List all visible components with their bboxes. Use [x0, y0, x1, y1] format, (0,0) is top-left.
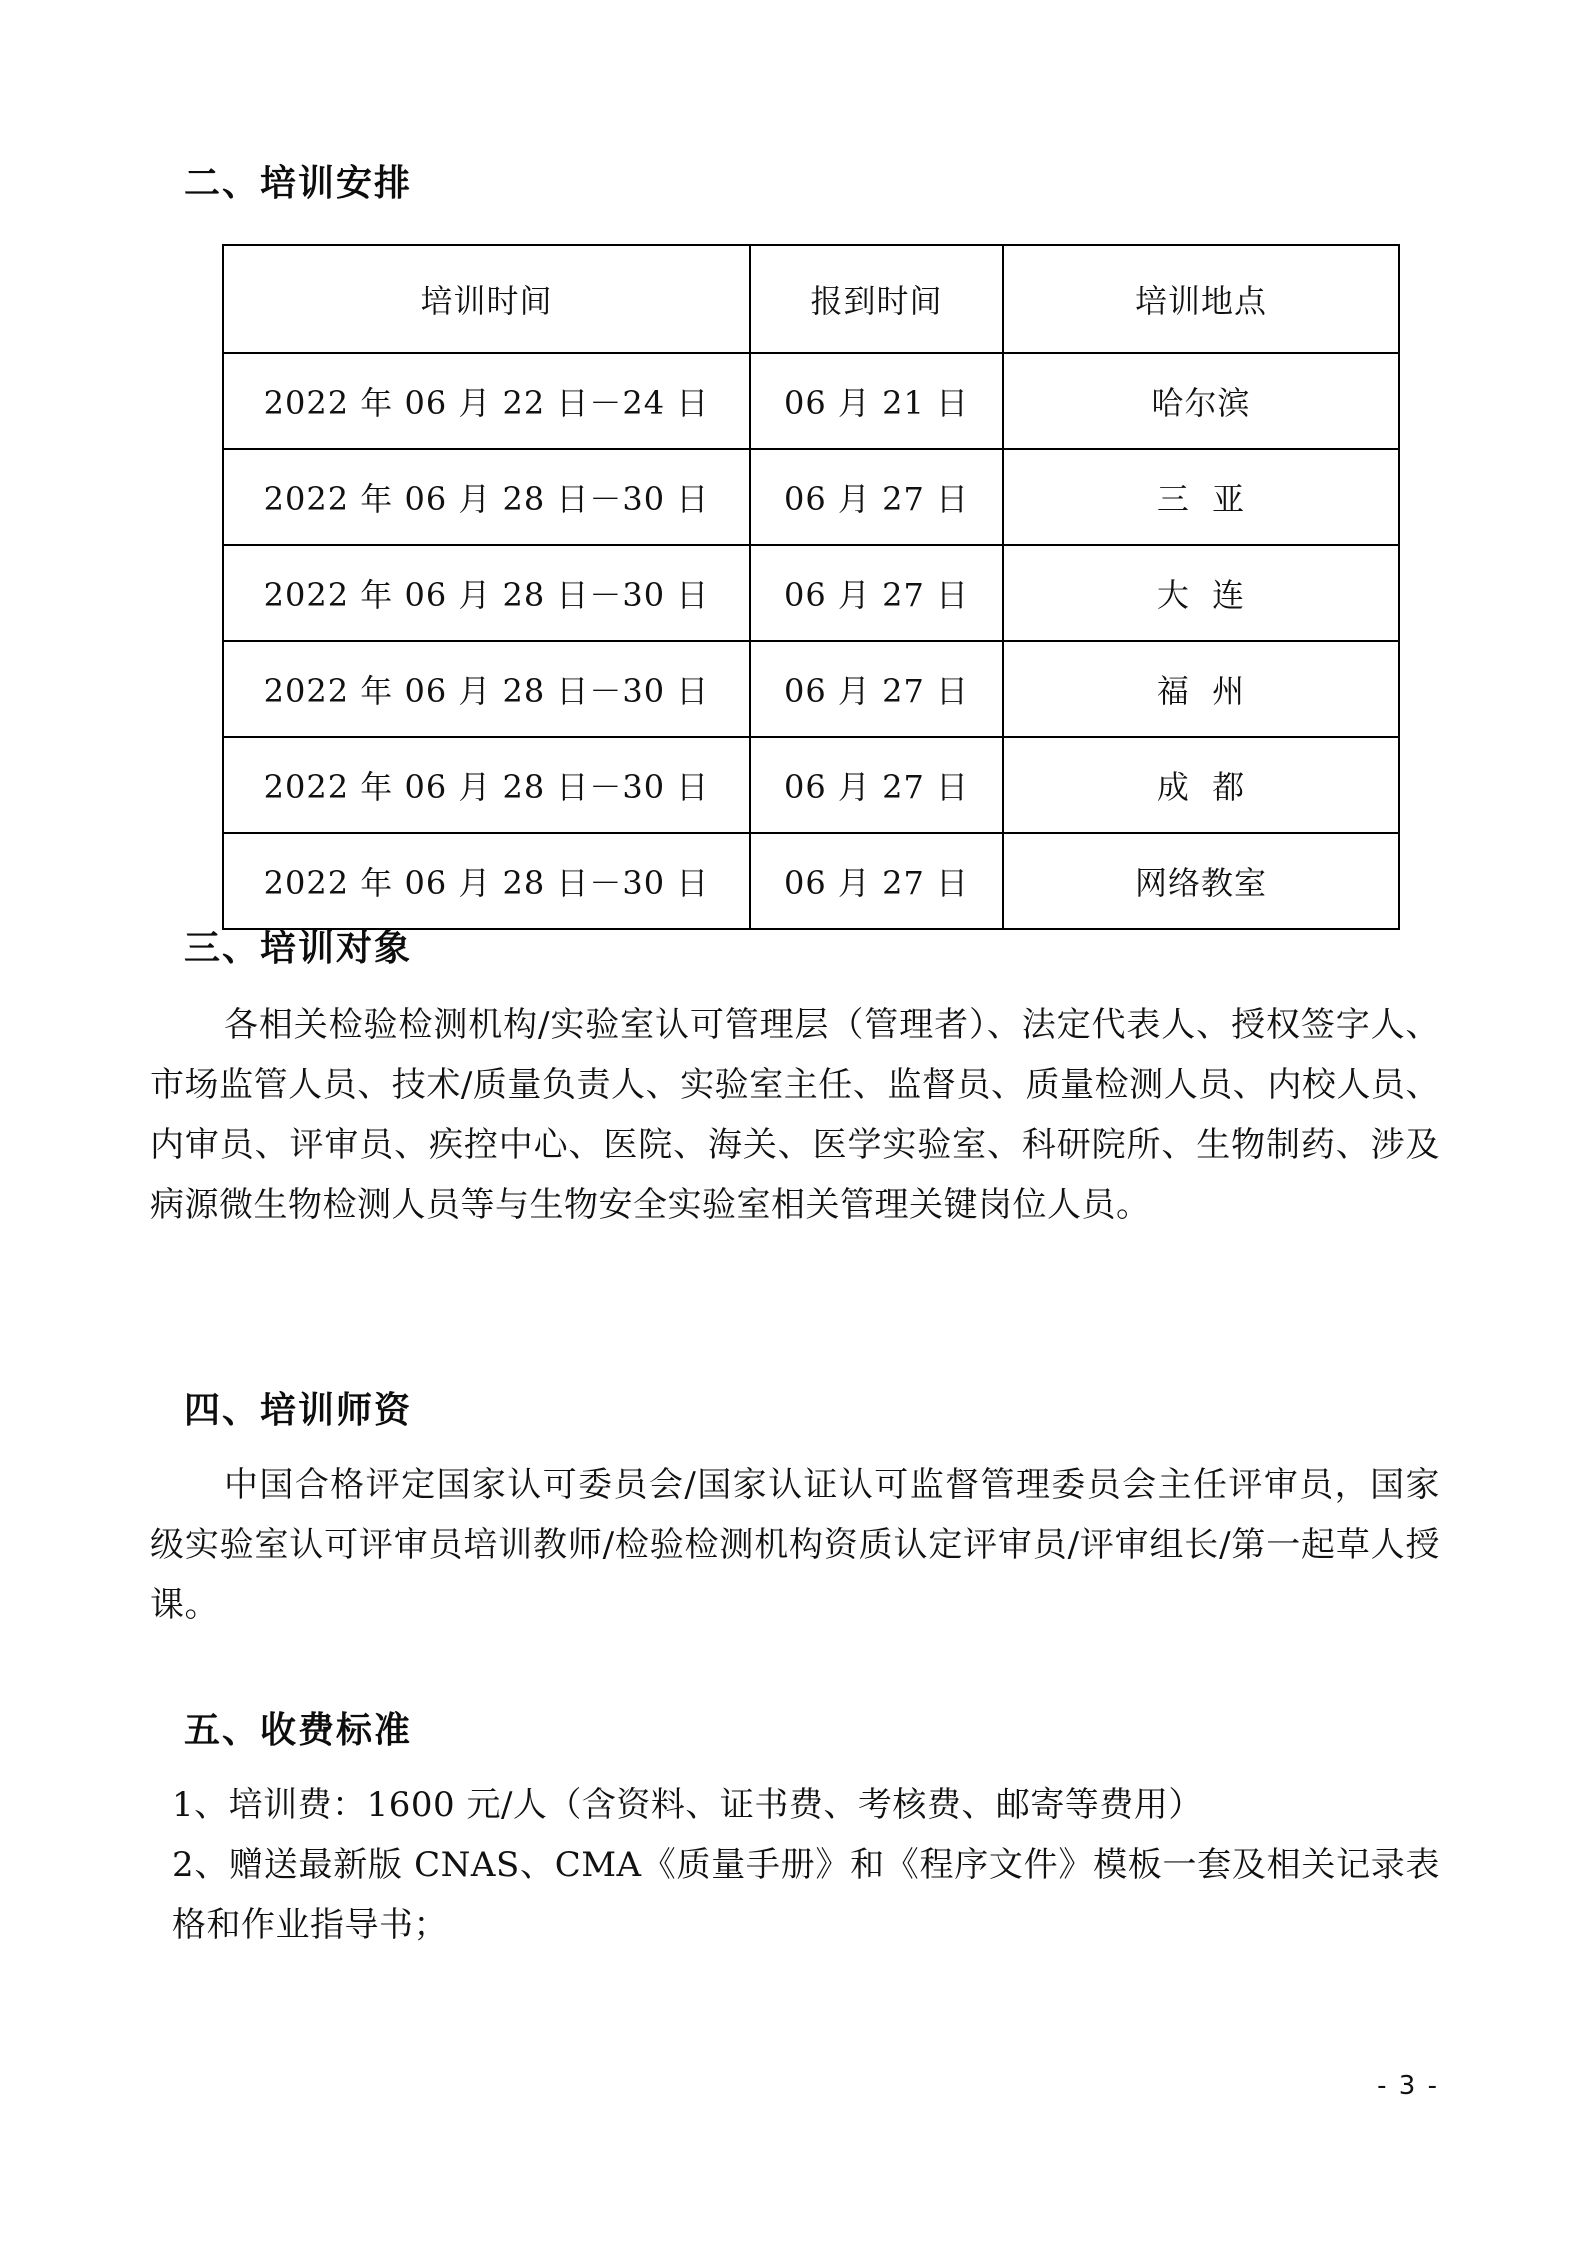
cell-training-location: 三 亚: [1003, 449, 1399, 545]
column-header-training-location: 培训地点: [1003, 245, 1399, 353]
section-heading-audience-wrap: [150, 927, 1440, 969]
section-heading-fees: 五、收费标准: [184, 1709, 413, 1751]
table-body: [223, 353, 1399, 929]
fee-item-2: 2、赠送最新版 CNAS、CMA《质量手册》和《程序文件》模板一套及相关记录表格和作业指导书；: [172, 1845, 1440, 1945]
cell-training-location: 福 州: [1003, 641, 1399, 737]
cell-training-time: 2022 年 06 月 28 日－30 日: [223, 641, 750, 737]
cell-training-time: 2022 年 06 月 28 日－30 日: [223, 449, 750, 545]
column-header-checkin-time: 报到时间: [750, 245, 1003, 353]
table-row: [223, 641, 1399, 737]
page-number: - 3 -: [1377, 2071, 1439, 2101]
section-heading-audience: 三、培训对象: [184, 927, 413, 969]
table-row: [223, 833, 1399, 929]
table-row: [223, 545, 1399, 641]
column-header-training-time: 培训时间: [223, 245, 750, 353]
cell-checkin-time: 06 月 27 日: [750, 449, 1003, 545]
training-schedule-table: [222, 244, 1400, 930]
table-row: [223, 737, 1399, 833]
section-body-faculty-wrap: [150, 1455, 1440, 1635]
cell-checkin-time: 06 月 21 日: [750, 353, 1003, 449]
section-heading-faculty: 四、培训师资: [184, 1389, 413, 1431]
section-heading-schedule: 二、培训安排: [184, 162, 413, 204]
section-body-audience-wrap: [150, 995, 1440, 1235]
cell-checkin-time: 06 月 27 日: [750, 641, 1003, 737]
cell-training-time: 2022 年 06 月 28 日－30 日: [223, 737, 750, 833]
cell-training-time: 2022 年 06 月 28 日－30 日: [223, 545, 750, 641]
cell-checkin-time: 06 月 27 日: [750, 737, 1003, 833]
table-header-row: [223, 245, 1399, 353]
section-heading-faculty-wrap: [150, 1389, 1440, 1431]
training-schedule-table-wrap: [222, 244, 1398, 930]
cell-training-location: 大 连: [1003, 545, 1399, 641]
section-body-faculty: 中国合格评定国家认可委员会/国家认证认可监督管理委员会主任评审员，国家级实验室认可评审员培训教师/检验检测机构资质认定评审员/评审组长/第一起草人授课。: [150, 1465, 1440, 1625]
section-heading-schedule-wrap: [150, 162, 1440, 204]
section-body-fees-wrap: [150, 1775, 1440, 1955]
fee-item-1: 1、培训费：1600 元/人（含资料、证书费、考核费、邮寄等费用）: [172, 1785, 1203, 1825]
cell-checkin-time: 06 月 27 日: [750, 833, 1003, 929]
cell-training-time: 2022 年 06 月 28 日－30 日: [223, 833, 750, 929]
cell-training-time: 2022 年 06 月 22 日－24 日: [223, 353, 750, 449]
cell-training-location: 哈尔滨: [1003, 353, 1399, 449]
table-head: [223, 245, 1399, 353]
table-row: [223, 353, 1399, 449]
cell-training-location: 成 都: [1003, 737, 1399, 833]
cell-training-location: 网络教室: [1003, 833, 1399, 929]
section-heading-fees-wrap: [150, 1709, 1440, 1751]
section-body-audience: 各相关检验检测机构/实验室认可管理层（管理者）、法定代表人、授权签字人、市场监管人员、技术/质量负责人、实验室主任、监督员、质量检测人员、内校人员、内审员、评审员、疾控中心、医院、海关、医学实验室、科研院所、生物制药、涉及病源微生物检测人员等与生物安全实验室相关管理关键岗位人员。: [150, 1005, 1440, 1225]
cell-checkin-time: 06 月 27 日: [750, 545, 1003, 641]
table-row: [223, 449, 1399, 545]
